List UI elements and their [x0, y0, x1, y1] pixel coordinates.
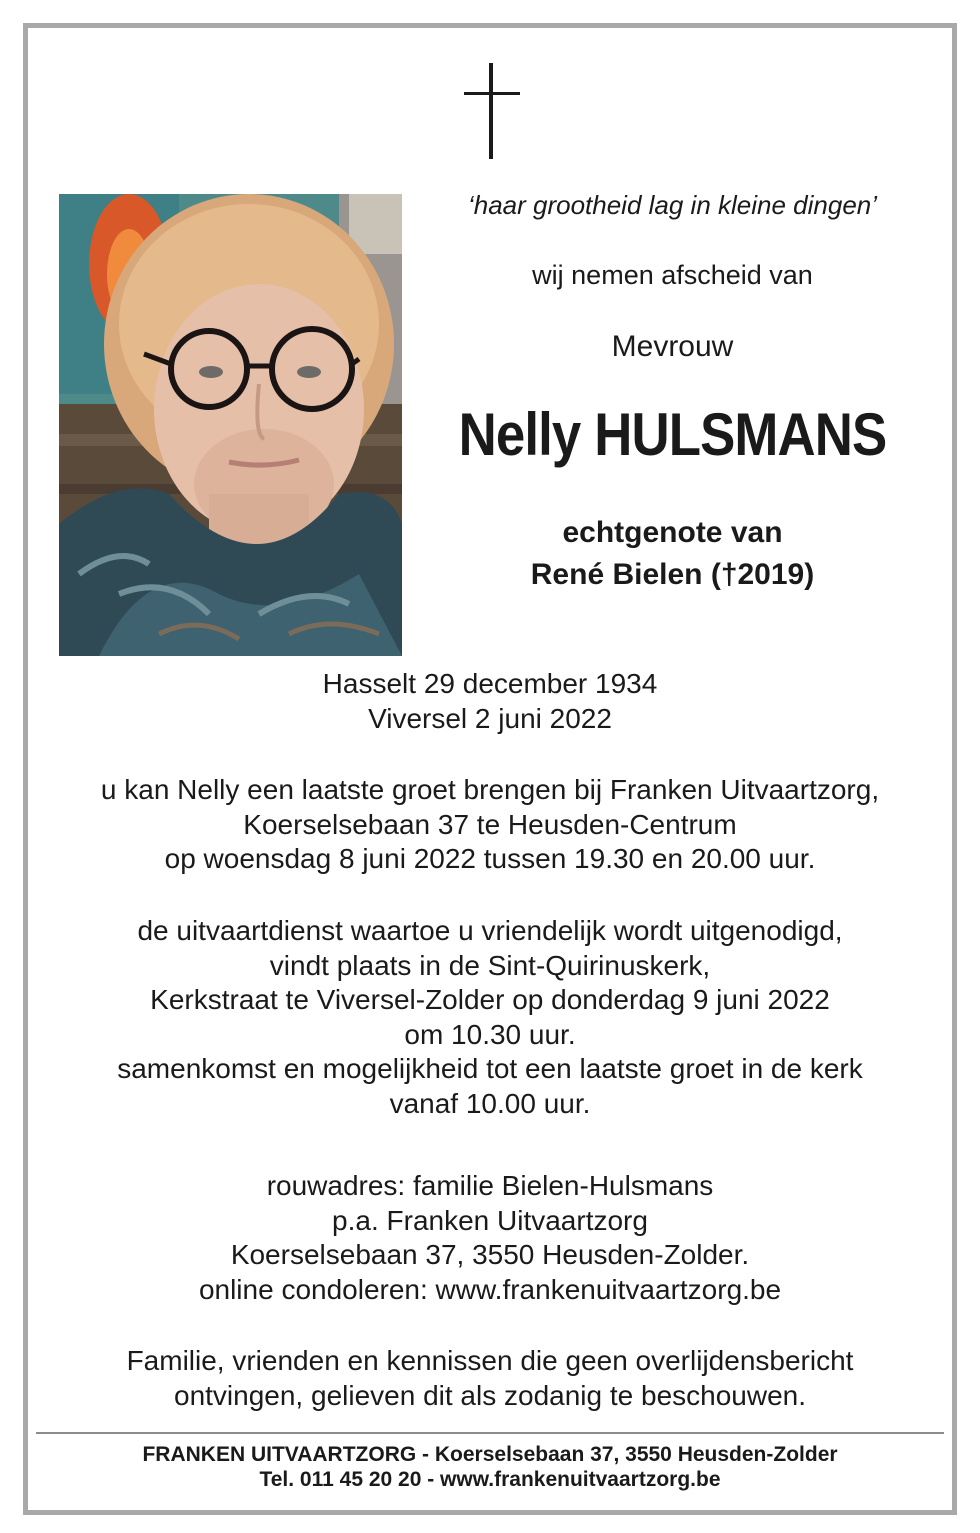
birth-date: Hasselt 29 december 1934 — [322, 668, 658, 699]
service-line: vanaf 10.00 uur. — [389, 1087, 591, 1119]
service-line: Kerkstraat te Viversel-Zolder op donderdag 9 juni 2022 — [150, 984, 830, 1015]
address-line: rouwadres: familie Bielen-Hulsmans — [266, 1170, 714, 1201]
cross-icon — [464, 63, 520, 159]
notice-text — [40, 1344, 940, 1413]
footer-line-2: Tel. 011 45 20 20 - www.frankenuitvaartzorg.be — [259, 1468, 721, 1491]
quote: ‘haar grootheid lag in kleine dingen’ — [467, 190, 878, 220]
visitation-line: u kan Nelly een laatste groet brengen bij Franken Uitvaartzorg, — [100, 774, 880, 805]
notice-line: ontvingen, gelieven dit als zodanig te beschouwen. — [174, 1379, 806, 1411]
life-dates — [40, 667, 940, 736]
service-line: vindt plaats in de Sint-Quirinuskerk, — [269, 949, 711, 981]
address-line: online condoleren: www.frankenuitvaartzorg.be — [198, 1273, 782, 1305]
funeral-service-info — [40, 914, 940, 1121]
notice-line: Familie, vrienden en kennissen die geen overlijdensbericht — [126, 1345, 854, 1376]
visitation-line: Koerselsebaan 37 te Heusden-Centrum — [243, 808, 737, 840]
service-line: samenkomst en mogelijkheid tot een laatste groet in de kerk — [117, 1053, 863, 1084]
death-date: Viversel 2 juni 2022 — [368, 702, 612, 734]
spouse-line-1: echtgenote van — [562, 516, 783, 549]
address-line: Koerselsebaan 37, 3550 Heusden-Zolder. — [230, 1239, 750, 1270]
footer-line-1: FRANKEN UITVAARTZORG - Koerselsebaan 37, 3550 Heusden-Zolder — [142, 1443, 838, 1466]
service-line: om 10.30 uur. — [404, 1018, 576, 1050]
deceased-name: Nelly HULSMANS — [458, 401, 887, 468]
spouse-info — [420, 512, 925, 596]
honorific: Mevrouw — [611, 330, 734, 363]
farewell-text: wij nemen afscheid van — [532, 260, 813, 290]
footer — [40, 1442, 940, 1492]
visitation-info — [40, 773, 940, 877]
spouse-line-2: René Bielen (†2019) — [530, 558, 815, 591]
visitation-line: op woensdag 8 juni 2022 tussen 19.30 en 20.00 uur. — [164, 843, 816, 874]
portrait-photo — [59, 194, 402, 656]
footer-divider — [36, 1432, 944, 1434]
mourning-address — [40, 1169, 940, 1307]
service-line: de uitvaartdienst waartoe u vriendelijk wordt uitgenodigd, — [137, 915, 843, 946]
address-line: p.a. Franken Uitvaartzorg — [332, 1204, 648, 1236]
